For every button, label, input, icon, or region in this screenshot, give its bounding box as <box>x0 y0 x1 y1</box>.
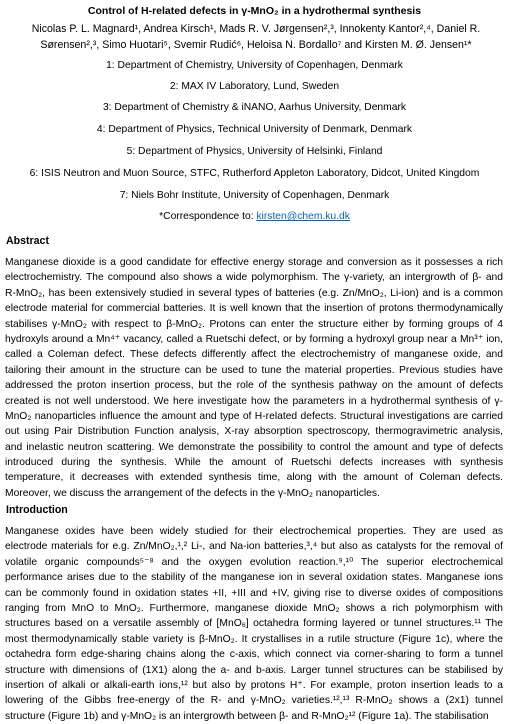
introduction-line: lowering of the Gibbs free-energy of the R- and γ-MnO₂ varieties.¹²,¹³ R-MnO₂ shows a (2x1) tunnel <box>5 695 503 707</box>
correspondence <box>0 210 509 223</box>
correspondence-email-link[interactable]: kirsten@chem.ku.dk <box>256 211 350 222</box>
introduction-line: structures based on a versatile assembly of [MnO₆] octahedra forming layered or tunnel structures.¹¹ The <box>5 618 503 630</box>
paper-title: Control of H-related defects in γ-MnO₂ in a hydrothermal synthesis <box>87 5 422 17</box>
introduction-line: volatile organic compounds⁵⁻⁸ and the oxygen evolution reaction.⁹,¹⁰ The superior electrochemical <box>5 556 503 568</box>
affiliation-1: 1: Department of Chemistry, University of Copenhagen, Denmark <box>106 60 403 71</box>
abstract-line: stabilises γ-MnO₂ with respect to β-MnO₂. Protons can enter the structure either by forming groups of 4 <box>5 318 503 330</box>
correspondence-label: *Correspondence to: <box>159 211 257 222</box>
abstract-line: out using Pair Distribution Function analysis, X-ray absorption spectroscopy, thermogravimetric analysis, <box>5 426 503 438</box>
introduction-text <box>5 524 503 724</box>
abstract-line: electrochemistry. The compound also shows a wide polymorphism. The γ-variety, an intergrowth of β- and <box>5 272 503 284</box>
abstract-line: MnO₂ nanoparticles influence the amount and type of H-related defects. Structural investigations are carried <box>5 410 503 422</box>
affiliation-5: 5: Department of Physics, University of Helsinki, Finland <box>126 146 383 157</box>
affiliation-6: 6: ISIS Neutron and Muon Source, STFC, Rutherford Appleton Laboratory, Didcot, United Kingdom <box>29 168 480 179</box>
affiliation-2: 2: MAX IV Laboratory, Lund, Sweden <box>169 81 340 92</box>
abstract-heading: Abstract <box>6 235 49 247</box>
abstract-line: Moreover, we discuss the arrangement of the defects in the γ-MnO₂ nanoparticles. <box>5 487 380 499</box>
author-line: Sørensen²,³, Simo Huotari⁵, Svemir Rudić⁶, Heloisa N. Bordallo⁷ and Kirsten M. Ø. Jensen¹* <box>40 39 472 51</box>
abstract-line: created is not well understood. We here investigate how the parameters in a hydrothermal synthesis of γ- <box>5 395 503 407</box>
abstract-line: R-MnO₂, has been extensively studied in several types of batteries (e.g. Zn/MnO₂, Li-ion) and is a common <box>5 287 503 299</box>
abstract-line: introduced during the synthesis. While the amount of Ruetschi defects increases with synthesis <box>5 457 503 469</box>
abstract-line: and inelastic neutron scattering. We demonstrate the possibility to control the amount and type of defects <box>5 441 503 453</box>
introduction-line: Manganese oxides have been widely studied for their electrochemical properties. They are used as <box>5 526 503 537</box>
introduction-line: can be commonly found in oxidation states +II, +III and +IV, giving rise to diverse oxides of compositions <box>5 587 503 599</box>
abstract-line: tailoring their amount in the structure can be used to tune the material properties. Previous studies have <box>5 364 503 376</box>
affiliation-7: 7: Niels Bohr Institute, University of Copenhagen, Denmark <box>119 190 390 201</box>
author-line: Nicolas P. L. Magnard¹, Andrea Kirsch¹, Mads R. V. Jørgensen²,³, Innokenty Kantor²,⁴, Daniel R. <box>31 23 481 35</box>
introduction-line: most thermodynamically stable variety is β-MnO₂. It crystallises in a rutile structure (Figure 1c), where the <box>5 633 503 645</box>
author-list <box>26 21 486 53</box>
introduction-heading: Introduction <box>6 504 68 516</box>
introduction-line: structure with dimensions of (1X1) along the a- and b-axis. Larger tunnel structures can be stabilised by <box>5 664 503 676</box>
abstract-line: temperature, it decreases with extended synthesis time, along with the amount of Coleman defects. <box>5 472 503 484</box>
introduction-line: electrode materials for e.g. Zn/MnO₂,¹,² Li-, and Na-ion batteries,³,⁴ but also as catalysts for the removal of <box>5 541 503 553</box>
abstract-line: hydroxyls around a Mn⁴⁺ vacancy, called a Ruetschi defect, or by forming a hydroxyl group near a Mn³⁺ ion, <box>5 333 503 345</box>
abstract-line: Manganese dioxide is a good candidate for effective energy storage and conversion as it possesses a rich <box>5 257 503 268</box>
introduction-line: structure (Figure 1b) and γ-MnO₂ is an intergrowth between β- and R-MnO₂¹² (Figure 1a). The stabilisation <box>5 710 489 722</box>
introduction-line: ranging from MnO to MnO₂. Furthermore, manganese dioxide MnO₂ shows a rich polymorphism with <box>5 602 503 614</box>
introduction-line: performance arises due to the stability of the manganese ion in several oxidation states. Manganese ions <box>5 572 503 584</box>
abstract-text <box>5 255 503 501</box>
abstract-line: electrode material for commercial batteries. It is well known that the insertion of protons thermodynamically <box>5 303 503 315</box>
abstract-line: addressed the proton insertion process, but the role of the synthesis pathway on the amount of defects <box>5 380 503 392</box>
abstract-line: called a Coleman defect. These defects differently affect the electrochemistry of manganese oxide, and <box>5 349 503 361</box>
introduction-line: octahedra form edge-sharing chains along the c-axis, which connect via corner-sharing to form a tunnel <box>5 649 503 661</box>
introduction-line: insertion of alkali or alkali-earth ions,¹² but also by protons H⁺. For example, proton insertion leads to a <box>5 679 503 691</box>
affiliation-3: 3: Department of Chemistry & iNANO, Aarhus University, Denmark <box>102 102 407 113</box>
affiliation-4: 4: Department of Physics, Technical University of Denmark, Denmark <box>96 124 413 135</box>
